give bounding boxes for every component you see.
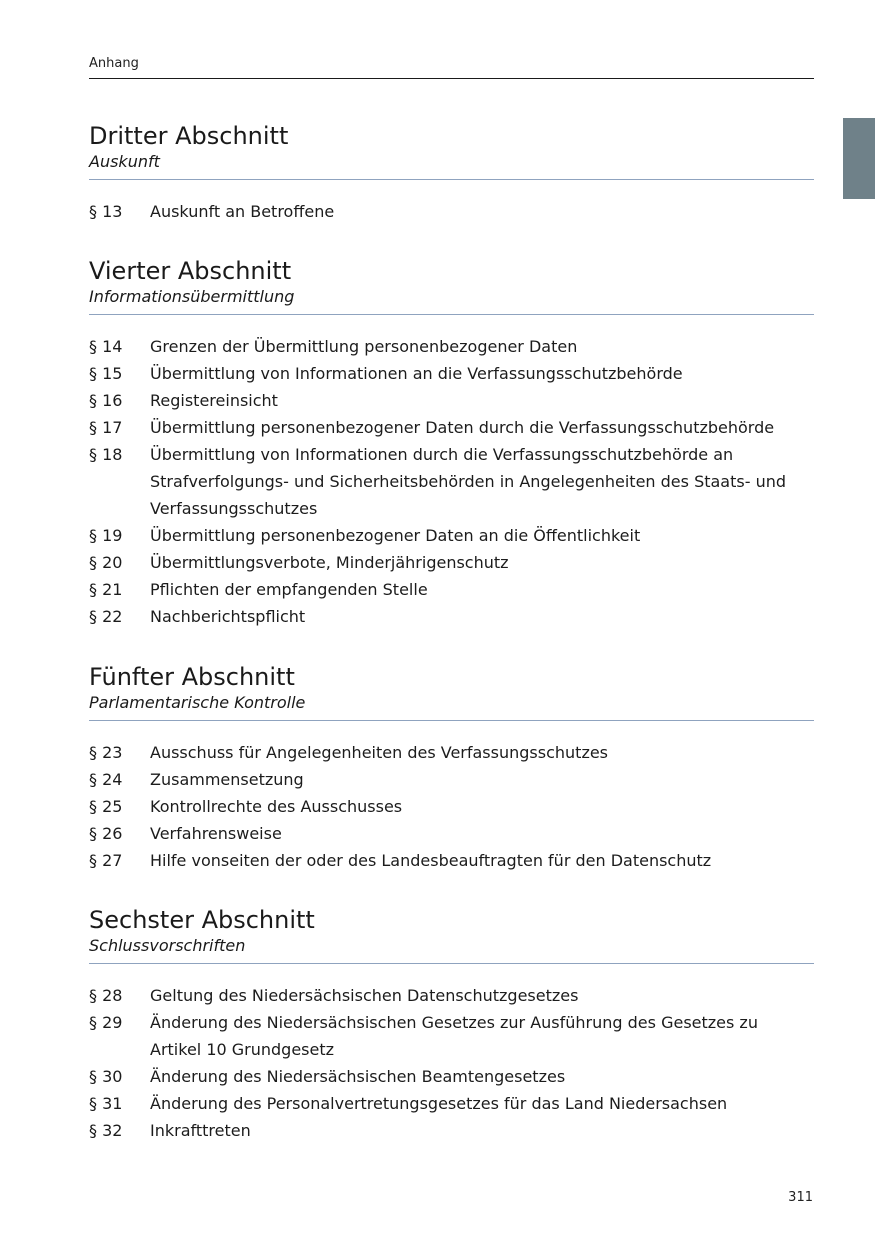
section-title: Vierter Abschnitt	[89, 257, 292, 285]
paragraph-number: § 19	[89, 526, 123, 545]
paragraph-number: § 23	[89, 743, 123, 762]
paragraph-number: § 29	[89, 1013, 123, 1032]
toc-entry	[89, 847, 814, 874]
paragraph-number: § 14	[89, 337, 123, 356]
toc-entry	[89, 387, 814, 414]
paragraph-title: Übermittlungsverbote, Minderjährigenschutz	[150, 553, 509, 572]
paragraph-title: Zusammensetzung	[150, 770, 304, 789]
paragraph-number: § 32	[89, 1121, 123, 1140]
toc-entry	[89, 739, 814, 766]
paragraph-number: § 13	[89, 202, 123, 221]
paragraph-title: Auskunft an Betroffene	[150, 202, 335, 221]
section-subtitle: Parlamentarische Kontrolle	[89, 693, 306, 712]
toc-entry	[89, 549, 814, 576]
entry-list	[89, 198, 814, 225]
toc-entry	[89, 603, 814, 630]
toc-entry	[89, 198, 814, 225]
paragraph-title: Hilfe vonseiten der oder des Landesbeauftragten für den Datenschutz	[150, 851, 712, 870]
paragraph-number: § 16	[89, 391, 123, 410]
paragraph-title: Verfahrensweise	[150, 824, 282, 843]
paragraph-number: § 24	[89, 770, 123, 789]
toc-entry	[89, 1117, 814, 1144]
section-rule	[89, 963, 814, 964]
entry-list	[89, 739, 814, 874]
section-dritter-abschnitt	[89, 121, 814, 225]
paragraph-title: Übermittlung von Informationen an die Verfassungsschutzbehörde	[150, 364, 683, 383]
toc-entry	[89, 333, 814, 360]
section-rule	[89, 179, 814, 180]
entry-list	[89, 333, 814, 630]
running-header: Anhang	[89, 56, 139, 71]
section-title: Fünfter Abschnitt	[89, 663, 295, 691]
paragraph-number: § 18	[89, 445, 123, 464]
paragraph-title: Kontrollrechte des Ausschusses	[150, 797, 403, 816]
paragraph-title: Geltung des Niedersächsischen Datenschutzgesetzes	[150, 986, 579, 1005]
paragraph-title: Grenzen der Übermittlung personenbezogener Daten	[150, 337, 578, 356]
section-title: Dritter Abschnitt	[89, 122, 289, 150]
toc-entry	[89, 1009, 814, 1063]
paragraph-number: § 27	[89, 851, 123, 870]
toc-entry	[89, 441, 814, 522]
section-fuenfter-abschnitt	[89, 662, 814, 874]
header-rule	[89, 78, 814, 79]
paragraph-title: Ausschuss für Angelegenheiten des Verfassungsschutzes	[150, 743, 609, 762]
paragraph-number: § 17	[89, 418, 123, 437]
section-title: Sechster Abschnitt	[89, 906, 315, 934]
toc-entry	[89, 1090, 814, 1117]
toc-entry	[89, 793, 814, 820]
paragraph-number: § 25	[89, 797, 123, 816]
section-subtitle: Informationsübermittlung	[89, 287, 295, 306]
paragraph-title: Übermittlung von Informationen durch die Verfassungsschutzbehörde an Strafverfolgungs- und Sicherheitsbehörden in Angelegenheiten des Staats- und Verfassungsschutzes	[150, 445, 787, 518]
chapter-side-tab	[843, 118, 875, 199]
section-subtitle: Schlussvorschriften	[89, 936, 246, 955]
paragraph-number: § 26	[89, 824, 123, 843]
toc-entry	[89, 576, 814, 603]
toc-entry	[89, 1063, 814, 1090]
paragraph-number: § 20	[89, 553, 123, 572]
paragraph-title: Übermittlung personenbezogener Daten an die Öffentlichkeit	[150, 526, 641, 545]
toc-entry	[89, 982, 814, 1009]
section-sechster-abschnitt	[89, 905, 814, 1144]
paragraph-number: § 22	[89, 607, 123, 626]
toc-entry	[89, 414, 814, 441]
section-vierter-abschnitt	[89, 256, 814, 630]
paragraph-number: § 15	[89, 364, 123, 383]
paragraph-number: § 21	[89, 580, 123, 599]
toc-entry	[89, 820, 814, 847]
paragraph-title: Änderung des Personalvertretungsgesetzes für das Land Niedersachsen	[150, 1094, 728, 1113]
page-number: 311	[788, 1190, 813, 1205]
paragraph-title: Änderung des Niedersächsischen Gesetzes zur Ausführung des Gesetzes zu Artikel 10 Grundgesetz	[150, 1013, 758, 1059]
toc-entry	[89, 522, 814, 549]
paragraph-title: Inkrafttreten	[150, 1121, 251, 1140]
paragraph-number: § 30	[89, 1067, 123, 1086]
paragraph-title: Änderung des Niedersächsischen Beamtengesetzes	[150, 1067, 566, 1086]
paragraph-number: § 31	[89, 1094, 123, 1113]
toc-entry	[89, 360, 814, 387]
paragraph-title: Registereinsicht	[150, 391, 278, 410]
paragraph-number: § 28	[89, 986, 123, 1005]
section-rule	[89, 720, 814, 721]
section-subtitle: Auskunft	[89, 152, 160, 171]
toc-entry	[89, 766, 814, 793]
paragraph-title: Übermittlung personenbezogener Daten durch die Verfassungsschutzbehörde	[150, 418, 775, 437]
paragraph-title: Pflichten der empfangenden Stelle	[150, 580, 428, 599]
entry-list	[89, 982, 814, 1144]
paragraph-title: Nachberichtspflicht	[150, 607, 306, 626]
section-rule	[89, 314, 814, 315]
